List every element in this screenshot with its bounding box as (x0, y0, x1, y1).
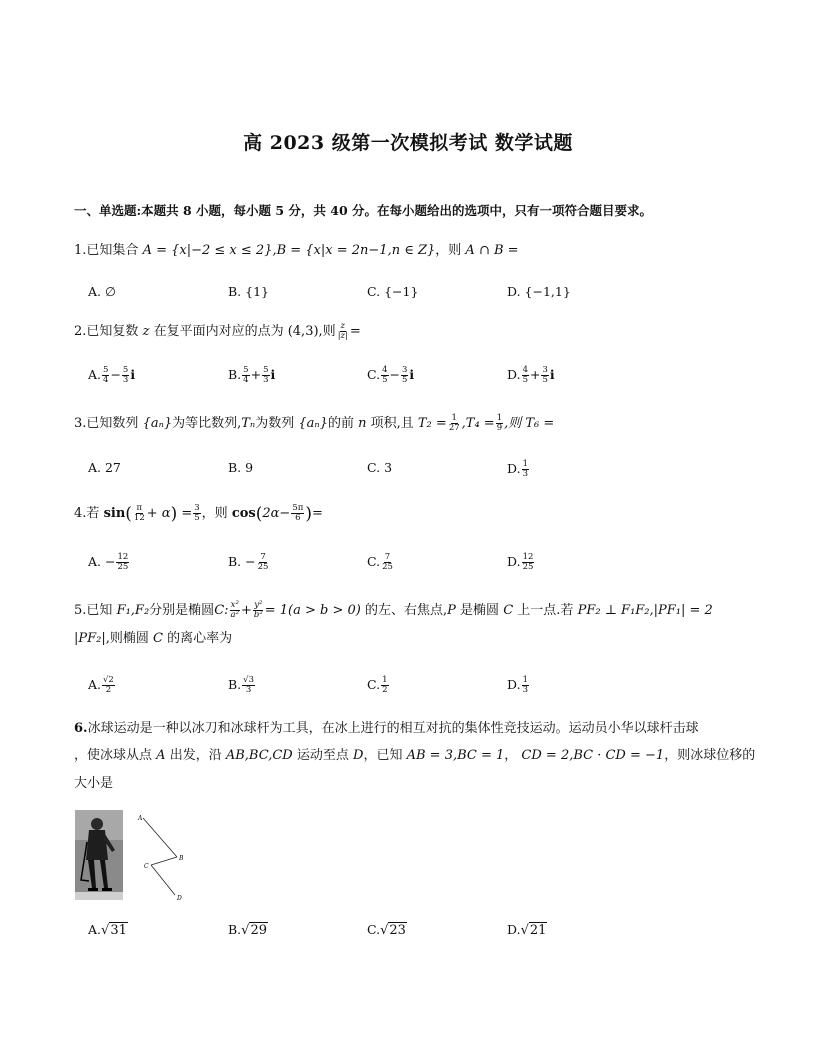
option-b[interactable] (228, 553, 270, 572)
math-expression: = (349, 323, 361, 339)
question-text: ， (504, 748, 518, 763)
numerator: y² (254, 600, 263, 610)
math-expression: = 1(a > b > 0) (264, 602, 361, 618)
option-label: D. (507, 366, 521, 382)
paren-open: ( (125, 503, 132, 524)
math-var: D (353, 748, 364, 763)
numerator: 5 (243, 365, 249, 375)
radicand: 21 (529, 923, 547, 938)
fraction (262, 366, 269, 385)
denominator: 4 (243, 374, 249, 385)
denominator: 12 (133, 512, 145, 523)
math-function: sin (103, 505, 126, 521)
option-label: B. − (228, 553, 256, 569)
numerator: √3 (243, 675, 254, 685)
question-2 (74, 322, 361, 341)
denominator: 25 (257, 561, 269, 572)
radicand: 31 (110, 923, 127, 938)
option-label: A. (88, 676, 102, 692)
option-label: C. (367, 922, 381, 937)
denominator: 3 (522, 684, 528, 695)
fraction (102, 366, 109, 385)
question-6 (74, 722, 699, 735)
question-number: 5. (74, 602, 87, 618)
option-d[interactable] (507, 553, 535, 572)
option-label: B. (228, 366, 242, 382)
question-number: 1. (74, 243, 87, 258)
operator: − (110, 366, 121, 382)
question-text: 运动至点 (296, 748, 349, 763)
math-expression: PF₂ ⊥ F₁F₂,|PF₁| = 2 (577, 602, 713, 618)
question-number: 4. (74, 505, 87, 521)
option-c[interactable] (367, 922, 407, 938)
denominator: 3 (263, 374, 269, 385)
numerator: 12 (522, 552, 534, 562)
radicand: 29 (250, 923, 268, 938)
option-b[interactable]: B. {1} (228, 284, 269, 299)
math-expression: + α (146, 505, 171, 521)
numerator: 12 (117, 552, 129, 562)
option-a[interactable] (88, 366, 135, 385)
option-a[interactable]: A. 27 (88, 460, 121, 475)
option-b[interactable] (228, 922, 268, 938)
fraction (401, 366, 408, 385)
question-text: ，已知 (363, 748, 403, 763)
question-text: ，则 (201, 505, 228, 521)
fraction (242, 676, 255, 695)
point-d-label: D (177, 895, 182, 902)
fraction (381, 366, 388, 385)
numerator: 5 (263, 365, 269, 375)
fraction (257, 553, 270, 572)
hockey-player-icon (75, 810, 123, 900)
fraction (541, 366, 548, 385)
math-var: P (447, 602, 456, 618)
question-text: ，则 (435, 243, 462, 258)
options-3 (88, 460, 688, 484)
option-a[interactable] (88, 922, 128, 938)
numerator: 3 (542, 365, 548, 375)
numerator: 5 (122, 365, 129, 375)
math-expression: AB,BC,CD (225, 748, 293, 763)
math-expression: CD = 2,BC · CD = −1 (521, 748, 665, 763)
question-text: 在复平面内对应的点为 (153, 323, 284, 339)
denominator: 25 (117, 561, 129, 572)
question-number: 6. (74, 721, 88, 736)
question-1 (74, 244, 519, 257)
question-text: ，则冰球位移的 (664, 748, 756, 763)
option-label: A. − (88, 553, 116, 569)
numerator: 5 (103, 365, 109, 375)
paren-open: ( (255, 503, 263, 524)
paren-close: ) (305, 503, 312, 524)
option-label: B. (228, 922, 242, 937)
fraction (448, 414, 461, 433)
math-expression: C: (214, 602, 229, 618)
operator: − (389, 366, 400, 382)
option-a[interactable] (88, 676, 116, 695)
segment-cd (151, 865, 175, 895)
math-expression: F₁,F₂ (116, 602, 150, 618)
question-text: 上一点.若 (517, 602, 574, 618)
question-text: 的离心率为 (167, 631, 233, 646)
sqrt: √31 (101, 923, 127, 938)
option-c[interactable]: C. {−1} (367, 284, 419, 299)
question-text: 已知复数 (86, 323, 139, 339)
fraction (522, 460, 529, 479)
question-text: ,则 (318, 323, 336, 339)
math-expression: ,则 T₆ = (504, 415, 555, 431)
operator: + (250, 366, 262, 382)
question-5-line-2 (74, 632, 232, 645)
path-diagram (135, 810, 195, 905)
numerator: 4 (522, 365, 528, 375)
option-label: A. (88, 366, 102, 382)
imaginary-unit: i (270, 366, 276, 382)
option-d[interactable] (507, 922, 547, 938)
numerator: 7 (260, 552, 266, 562)
fraction (122, 366, 129, 385)
option-label: C. (367, 366, 381, 382)
math-expression: = (181, 505, 193, 521)
option-d[interactable]: D. {−1,1} (507, 284, 571, 299)
option-b[interactable] (228, 366, 275, 385)
question-text: 已知 (86, 602, 113, 618)
options-5 (88, 676, 688, 700)
option-label: C. (367, 676, 381, 692)
fraction (522, 676, 529, 695)
denominator: b² (253, 609, 263, 620)
option-d[interactable] (507, 460, 530, 479)
radicand: 23 (389, 923, 406, 938)
question-text: 为等比数列, (172, 415, 242, 431)
numerator: 1 (496, 413, 503, 423)
fraction (381, 676, 388, 695)
question-text: 的前 (327, 415, 354, 431)
point-c-label: C (144, 863, 149, 870)
denominator: 9 (496, 422, 503, 433)
numerator: 1 (451, 413, 457, 423)
fraction (116, 553, 129, 572)
hockey-figure (75, 810, 195, 905)
denominator: 2 (105, 684, 112, 695)
option-d[interactable] (507, 676, 530, 695)
section-heading: 一、单选题:本题共 8 小题，每小题 5 分，共 40 分。在每小题给出的选项中，只有一项符合题目要求。 (74, 203, 653, 218)
options-1 (88, 284, 688, 308)
math-expression: ,T₄ = (461, 415, 495, 431)
options-2 (88, 366, 688, 390)
option-c[interactable] (367, 366, 414, 385)
denominator: 25 (522, 561, 534, 572)
question-text: 大小是 (74, 776, 114, 791)
question-text: 是椭圆 (460, 602, 500, 618)
denominator: 5 (402, 374, 408, 385)
denominator: 27 (448, 422, 460, 433)
option-a[interactable]: A. ∅ (88, 284, 116, 299)
math-expression: AB = 3,BC = 1 (406, 748, 505, 763)
option-d[interactable] (507, 366, 555, 385)
question-text: ,则椭圆 (105, 631, 149, 646)
denominator: a² (230, 609, 239, 620)
fraction (337, 322, 349, 341)
math-expression: |PF₂| (74, 631, 106, 646)
numerator: 5π (292, 503, 304, 513)
numerator: z (340, 321, 346, 331)
option-label: C. (367, 553, 381, 569)
question-5 (74, 601, 713, 620)
math-var: C (503, 602, 514, 618)
math-expression: {aₙ} (298, 415, 328, 431)
question-text: 为数列 (255, 415, 295, 431)
operator: + (241, 602, 252, 618)
question-text: 项积,且 (370, 415, 414, 431)
fraction (193, 504, 200, 523)
denominator: 5 (382, 374, 388, 385)
math-var: n (358, 415, 367, 431)
point-b-label: B (179, 855, 184, 862)
fraction (102, 676, 115, 695)
numerator: 7 (384, 552, 391, 562)
options-6 (88, 922, 688, 946)
numerator: 1 (522, 459, 528, 469)
numerator: 1 (382, 675, 388, 685)
fraction (381, 553, 394, 572)
option-label: A. (88, 922, 102, 937)
paren-close: ) (170, 503, 178, 524)
math-function: cos (231, 505, 256, 521)
option-label: D. (507, 553, 521, 569)
option-label: D. (507, 460, 521, 476)
option-c[interactable]: C. 3 (367, 460, 393, 475)
numerator: x² (230, 600, 239, 610)
imaginary-unit: i (130, 366, 136, 382)
imaginary-unit: i (409, 366, 415, 382)
sqrt: √21 (520, 923, 547, 938)
numerator: 4 (382, 365, 388, 375)
fraction (242, 366, 249, 385)
sqrt: √29 (241, 923, 268, 938)
math-var: A (156, 748, 166, 763)
math-expression: A ∩ B = (465, 243, 519, 258)
fraction (133, 504, 146, 523)
fraction (253, 601, 264, 620)
math-expression: 2α− (262, 505, 291, 521)
denominator: 5 (522, 374, 528, 385)
numerator: π (136, 503, 143, 513)
math-var: z (142, 323, 150, 339)
fraction (291, 504, 304, 523)
fraction (522, 553, 535, 572)
hockey-player-photo (75, 810, 123, 900)
fraction (230, 601, 240, 620)
options-4 (88, 553, 688, 577)
denominator: 3 (122, 374, 129, 385)
numerator: 3 (402, 365, 408, 375)
math-var: C (153, 631, 163, 646)
question-text: ，使冰球从点 (74, 748, 153, 763)
operator: + (529, 366, 541, 382)
math-expression: T₂ = (417, 415, 447, 431)
question-6-line-2 (74, 749, 755, 762)
question-text: 分别是椭圆 (149, 602, 215, 618)
question-number: 2. (74, 323, 87, 339)
math-expression: Tₙ (241, 415, 256, 431)
denominator: 3 (522, 468, 528, 479)
denominator: |z| (337, 330, 348, 341)
denominator: 2 (382, 684, 388, 695)
numerator: √2 (103, 675, 114, 685)
question-4 (74, 504, 323, 523)
question-text: 的左、右焦点, (365, 602, 448, 618)
numerator: 3 (194, 503, 200, 513)
numerator: 1 (522, 675, 528, 685)
option-label: D. (507, 676, 521, 692)
question-text: 出发，沿 (169, 748, 222, 763)
question-3 (74, 414, 554, 433)
denominator: 5 (542, 374, 548, 385)
question-text: 已知数列 (86, 415, 139, 431)
denominator: 3 (245, 684, 252, 695)
math-expression: A = {x|−2 ≤ x ≤ 2},B = {x|x = 2n−1,n ∈ Z} (142, 243, 436, 258)
option-a[interactable] (88, 553, 130, 572)
point-a-label: A (138, 815, 143, 822)
denominator: 6 (295, 512, 301, 523)
question-text: 若 (86, 505, 100, 521)
option-label: D. (507, 922, 521, 937)
sqrt: √23 (380, 923, 406, 938)
segment-bc (151, 857, 177, 865)
page-title: 高 2023 级第一次模拟考试 数学试题 (243, 132, 573, 154)
question-6-line-3 (74, 777, 113, 790)
math-expression: (4,3) (287, 323, 319, 339)
option-b[interactable]: B. 9 (228, 460, 254, 475)
question-number: 3. (74, 415, 87, 431)
option-b[interactable] (228, 676, 256, 695)
fraction (496, 414, 503, 433)
denominator: 25 (382, 561, 393, 572)
option-c[interactable] (367, 676, 390, 695)
fraction (522, 366, 529, 385)
math-expression: {aₙ} (142, 415, 173, 431)
segment-ab (143, 818, 177, 857)
option-c[interactable] (367, 553, 395, 572)
denominator: 5 (194, 512, 200, 523)
question-text: 冰球运动是一种以冰刀和冰球杆为工具，在冰上进行的相互对抗的集体性竞技运动。运动员小华以球杆击球 (87, 721, 699, 736)
imaginary-unit: i (549, 366, 555, 382)
question-text: 已知集合 (86, 243, 139, 258)
option-label: B. (228, 676, 242, 692)
math-expression: = (311, 505, 323, 521)
denominator: 4 (103, 374, 109, 385)
